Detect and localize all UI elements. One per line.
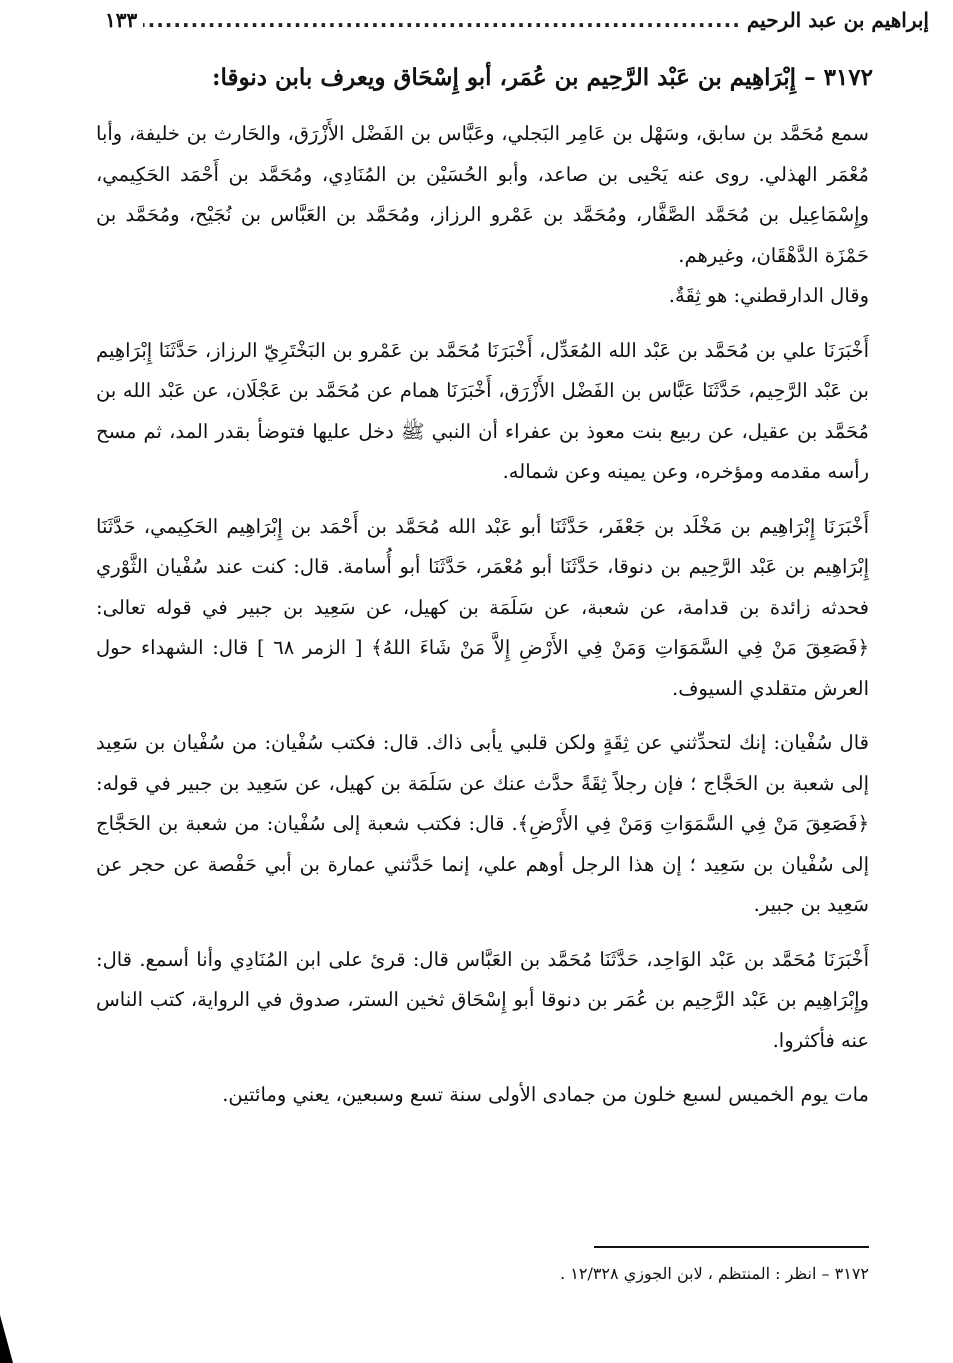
- paragraph-ibn-munadi: أَخْبَرَنَا مُحَمَّد بن عَبْد الوَاحِد، حَدَّثَنَا مُحَمَّد بن العَبَّاس قال: قرئ على ابن المُنَادِي وأنا أسمع. قال: وإِبْرَاهِيم بن عَبْد الرَّحِيم بن عُمَر بن دنوقا أبو إِسْحَاق ثخين الستر، صدوق في الرواية، كتب الناس عنه فأكثروا.: [96, 947, 869, 1052]
- paragraph-daraqutni: وقال الدارقطني: هو ثِقَةٌ.: [668, 284, 869, 307]
- entry-heading: ٣١٧٢ – إِبْرَاهِيم بن عَبْد الرَّحِيم بن عُمَر، أبو إِسْحَاق ويعرف بابن دنوقا:: [211, 64, 873, 91]
- footnote-divider: [594, 1246, 869, 1248]
- paragraph-hadith-quran: أَخْبَرَنَا إِبْرَاهِيم بن مَخْلَد بن جَعْفَر، حَدَّثَنَا أبو عَبْد الله مُحَمَّد بن أَحْمَد بن إِبْرَاهِيم الحَكِيمي، حَدَّثَنَا إِبْرَاهِيم بن عَبْد الرَّحِيم بن دنوقا، حَدَّثَنَا أبو مُعْمَر، حَدَّثَنَا أبو أُسامة. قال: كنت عند سُفْيان الثَّوْري فحدثه زائدة بن قدامة، عن شعبة، عن سَلَمَة بن كهيل، عن سَعِيد بن جبير في قوله تعالى: ﴿فَصَعِقَ مَنْ فِي السَّمَوَاتِ وَمَنْ فِي الأَرْضِ إِلاَّ مَنْ شَاءَ اللهُ﴾ [ الزمر ٦٨ ] قال: الشهداء حول العرش متقلدي السيوف.: [96, 514, 869, 700]
- page-header: [105, 8, 929, 32]
- paragraph-hadith-wudu: أَخْبَرَنَا علي بن مُحَمَّد بن عَبْد الله المُعَدِّل، أَخْبَرَنَا مُحَمَّد بن عَمْرو بن البَخْتَرِيّ الرزاز، حَدَّثَنَا إِبْرَاهِيم بن عَبْد الرَّحِيم، حَدَّثَنَا عَبَّاس بن الفَضْل الأَزْرَق، أَخْبَرَنَا همام عن مُحَمَّد بن عَجْلَان، عن عَبْد الله بن مُحَمَّد بن عقيل، عن ربيع بنت معوذ بن عفراء أن النبي ﷺ دخل عليها فتوضأ بقدر المد، ثم مسح رأسه مقدمه ومؤخره، وعن يمينه وعن شماله.: [96, 338, 869, 483]
- footnote: ٣١٧٢ – انظر : المنتظم ، لابن الجوزي ١٢/٣٢٨ .: [560, 1264, 869, 1283]
- running-title: إبراهيم بن عبد الرحيم: [746, 8, 929, 32]
- entry-body: [96, 114, 869, 1116]
- paragraph-sufyan-letter: قال سُفْيان: إنك لتحدِّثني عن ثِقَةٍ ولكن قلبي يأبى ذاك. قال: فكتب سُفْيان: من سُفْيان بن سَعِيد إلى شعبة بن الحَجَّاج ؛ فإن رجلاً ثِقَةً حدَّث عنك عن سَلَمَة بن كهيل، عن سَعِيد بن جبير في قوله: ﴿فَصَعِقَ مَنْ فِي السَّمَوَاتِ وَمَنْ فِي الأَرْضِ﴾. قال: فكتب شعبة إلى سُفْيان: من شعبة بن الحَجَّاج إلى سُفْيان بن سَعِيد ؛ إن هذا الرجل أوهم علي، إنما حَدَّثني عمارة بن أبي حَفْصة عن حجر عن سَعِيد بن جبير.: [96, 731, 869, 916]
- paragraph-death: مات يوم الخميس لسبع خلون من جمادى الأولى سنة تسع وسبعين، يعني ومائتين.: [222, 1083, 869, 1106]
- paragraph-biography: سمع مُحَمَّد بن سابق، وسَهْل بن عَامِر البَجلي، وعَبَّاس بن الفَضْل الأَزْرَق، والحَارث بن خليفة، وأبا مُعْمَر الهذلي. روى عنه يَحْيى بن صاعد، وأبو الحُسَيْن بن المُنَادِي، ومُحَمَّد بن أَحْمَد الحَكِيمي، وإِسْمَاعِيل بن مُحَمَّد الصَّفَّار، ومُحَمَّد بن عَمْرو الرزاز، ومُحَمَّد بن العَبَّاس بن نُجَيْح، ومُحَمَّد بن حَمْزَة الدَّهْقَان، وغيرهم.: [96, 122, 869, 267]
- page-corner-mark: [0, 1315, 13, 1363]
- page-number: ١٣٣: [105, 8, 138, 32]
- leader-dots: [143, 8, 741, 32]
